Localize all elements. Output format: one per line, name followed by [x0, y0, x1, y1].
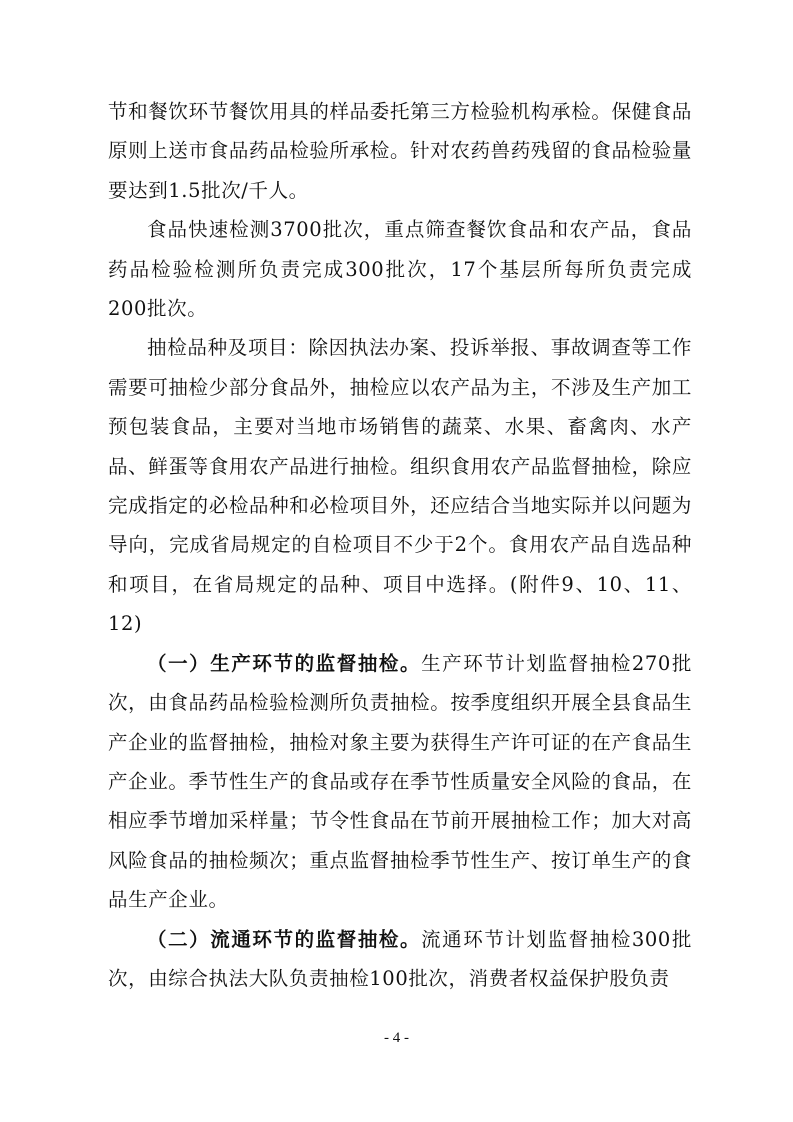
section-body-circulation: 流通环节计划监督抽检300批次，由综合执法大队负责抽检100批次，消费者权益保护股负责: [108, 927, 692, 990]
section-heading-circulation: （二）流通环节的监督抽检。: [147, 927, 422, 951]
section-body-production: 生产环节计划监督抽检270批次，由食品药品检验检测所负责抽检。按季度组织开展全县食品生产企业的监督抽检，抽检对象主要为获得生产许可证的在产食品生产企业。季节性生产的食品或存在季节性质量安全风险的食品，在相应季节增加采样量；节令性食品在节前开展抽检工作；加大对高风险食品的抽检频次；重点监督抽检季节性生产、按订单生产的食品生产企业。: [108, 651, 692, 912]
section-heading-production: （一）生产环节的监督抽检。: [147, 651, 422, 675]
page-number: - 4 -: [384, 1030, 409, 1046]
paragraph-circulation-sampling: [108, 920, 692, 999]
paragraph-rapid-testing: 食品快速检测3700批次，重点筛查餐饮食品和农产品，食品药品检验检测所负责完成300批次，17个基层所每所负责完成200批次。: [108, 218, 692, 321]
document-body: [108, 92, 692, 998]
paragraph-sampling-varieties: 抽检品种及项目：除因执法办案、投诉举报、事故调查等工作需要可抽检少部分食品外，抽检应以农产品为主，不涉及生产加工预包装食品，主要对当地市场销售的蔬菜、水果、畜禽肉、水产品、鲜蛋等食用农产品进行抽检。组织食用农产品监督抽检，除应完成指定的必检品种和必检项目外，还应结合当地实际并以问题为导向，完成省局规定的自检项目不少于2个。食用农产品自选品种和项目，在省局规定的品种、项目中选择。(附件9、10、11、12): [108, 336, 692, 636]
paragraph-continuation: 节和餐饮环节餐饮用具的样品委托第三方检验机构承检。保健食品原则上送市食品药品检验所承检。针对农药兽药残留的食品检验量要达到1.5批次/千人。: [108, 100, 692, 202]
paragraph-production-sampling: [108, 644, 692, 920]
